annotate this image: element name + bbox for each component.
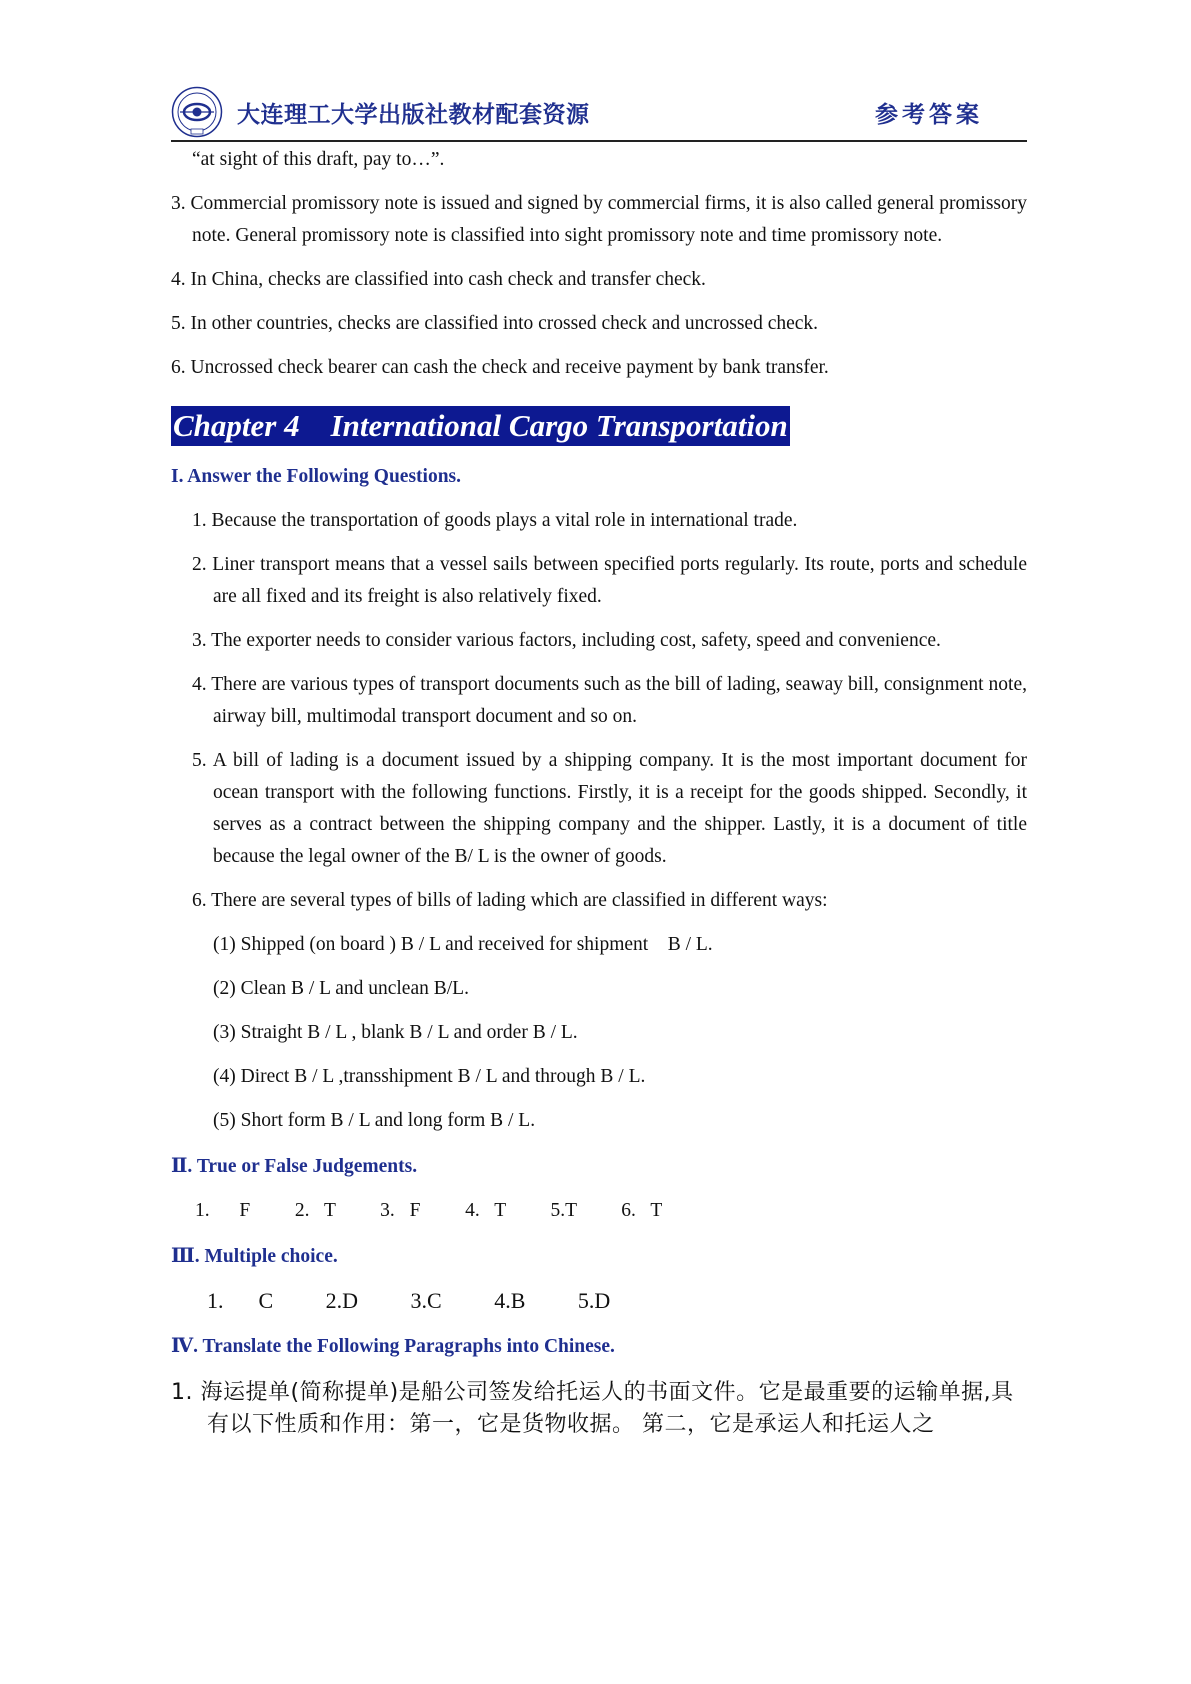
list-item: 6. Uncrossed check bearer can cash the check and receive payment by bank transfer. (171, 357, 829, 378)
sub-list-item: (2) Clean B / L and unclean B/L. (213, 978, 469, 999)
publisher-name: 大连理工大学出版社教材配套资源 (237, 102, 590, 128)
section-heading-multiple-choice: Ⅲ. Multiple choice. (171, 1246, 338, 1267)
section-heading-answer-questions: I. Answer the Following Questions. (171, 466, 462, 487)
true-false-answers: 1. F 2. T 3. F 4. T 5.T 6. T (195, 1200, 663, 1221)
list-item: 3. Commercial promissory note is issued and signed by commercial firms, it is also called general promissory note. General promissory note is classified into sight promissory note and time promissory note. (171, 193, 1027, 246)
list-item: 5. In other countries, checks are classified into crossed check and uncrossed check. (171, 313, 819, 334)
list-item: 3. The exporter needs to consider various factors, including cost, safety, speed and convenience. (192, 630, 941, 651)
multiple-choice-answers: 1. C 2.D 3.C 4.B 5.D (207, 1288, 611, 1313)
page-content (171, 144, 1027, 1441)
list-item: 2. Liner transport means that a vessel sails between specified ports regularly. Its route, ports and schedule are all fixed and its freight is also relatively fixed. (192, 554, 1027, 607)
list-item: 6. There are several types of bills of lading which are classified in different ways: (192, 890, 828, 911)
sub-list-item: (5) Short form B / L and long form B / L. (213, 1110, 536, 1131)
document-type-label: 参考答案 (875, 102, 983, 128)
sub-list-item: (1) Shipped (on board ) B / L and received for shipment B / L. (213, 934, 713, 955)
translation-item: 1. 海运提单(简称提单)是船公司签发给托运人的书面文件。它是最重要的运输单据,具有以下性质和作用：第一，它是货物收据。 第二，它是承运人和托运人之 (171, 1380, 1014, 1437)
university-seal-icon (171, 86, 223, 138)
continuation-text: “at sight of this draft, pay to…”. (192, 149, 445, 170)
page-header (171, 86, 1027, 142)
list-item: 4. In China, checks are classified into cash check and transfer check. (171, 269, 706, 290)
list-item: 5. A bill of lading is a document issued by a shipping company. It is the most important document for ocean transport with the following functions. Firstly, it is a receipt for the goods shipped. Secondly, it serves as a contract between the shipping company and the shipper. Lastly, it is a document of title because the legal owner of the B/ L is the owner of goods. (192, 750, 1027, 867)
section-heading-translate: Ⅳ. Translate the Following Paragraphs into Chinese. (171, 1336, 615, 1357)
list-item: 1. Because the transportation of goods plays a vital role in international trade. (192, 510, 798, 531)
sub-list-item: (4) Direct B / L ,transshipment B / L and through B / L. (213, 1066, 646, 1087)
section-heading-true-false: Ⅱ. True or False Judgements. (171, 1156, 418, 1177)
list-item: 4. There are various types of transport documents such as the bill of lading, seaway bill, consignment note, airway bill, multimodal transport document and so on. (192, 674, 1027, 727)
chapter-title: Chapter 4 International Cargo Transportation (171, 406, 790, 446)
sub-list-item: (3) Straight B / L , blank B / L and order B / L. (213, 1022, 578, 1043)
